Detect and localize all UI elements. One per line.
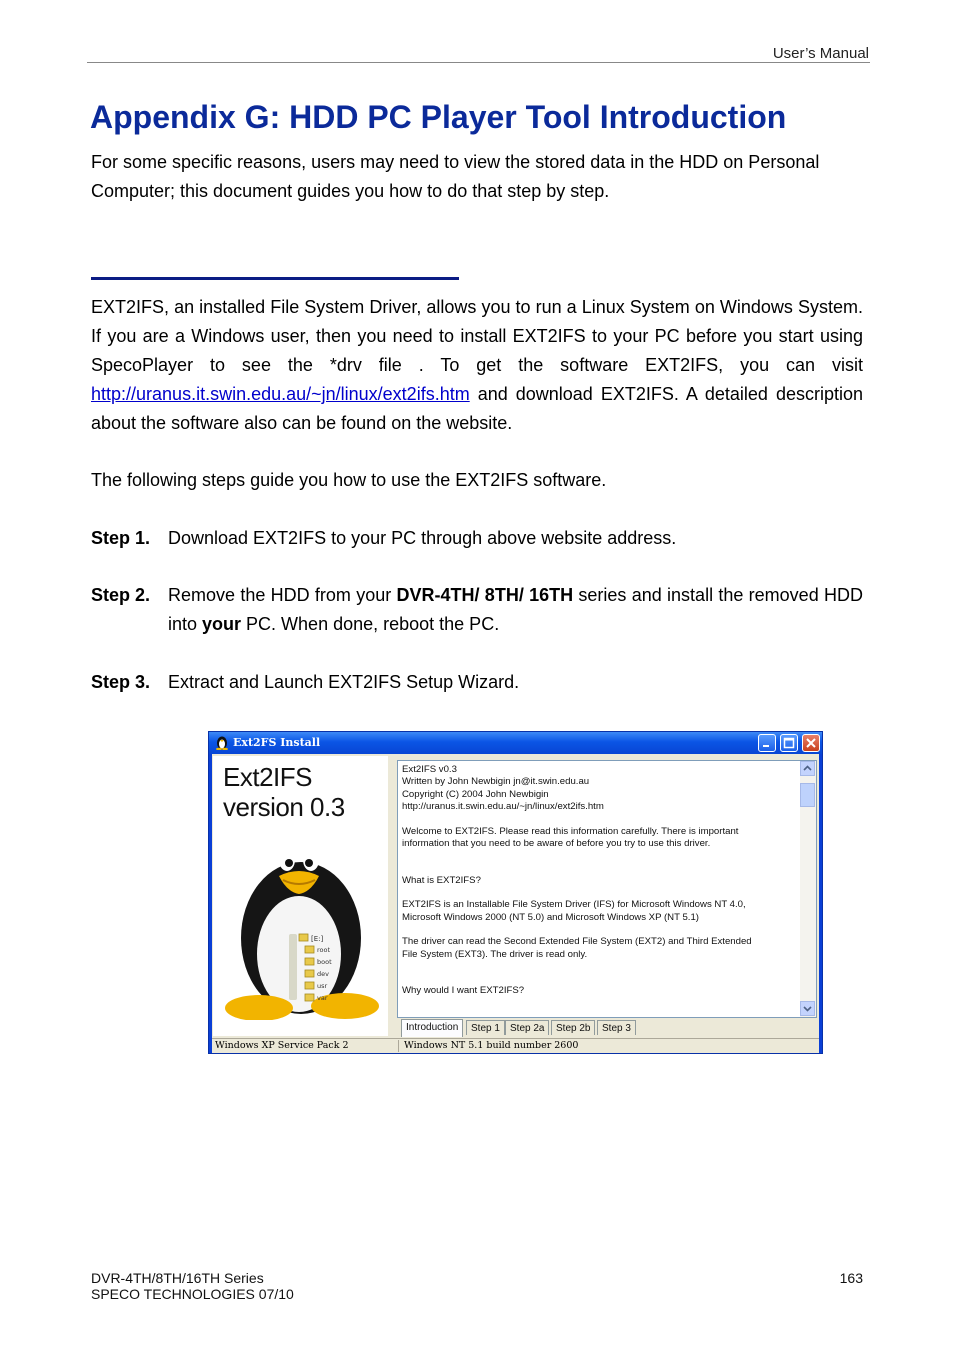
brand-version: version 0.3 bbox=[223, 792, 345, 822]
step-2-text-a: Remove the HDD from your bbox=[168, 585, 397, 605]
step-3-text: Extract and Launch EXT2IFS Setup Wizard. bbox=[168, 672, 520, 692]
step-1-label: Step 1. bbox=[91, 528, 151, 548]
info-line: http://uranus.it.swin.edu.au/~jn/linux/ext2ifs.htm bbox=[402, 800, 604, 812]
tux-penguin-logo-icon bbox=[221, 830, 387, 1020]
tab-step-3[interactable]: Step 3 bbox=[597, 1020, 636, 1035]
following-steps-text: The following steps guide you how to use the EXT2IFS software. bbox=[91, 470, 607, 490]
close-button[interactable] bbox=[802, 734, 820, 752]
close-icon bbox=[803, 735, 819, 751]
step-2-label: Step 2. bbox=[91, 585, 151, 605]
intro-paragraph bbox=[91, 148, 863, 206]
window-client-area bbox=[212, 754, 819, 1051]
page-number: 163 bbox=[839, 1270, 863, 1286]
step-2-your: your bbox=[202, 614, 242, 634]
tab-step-1[interactable]: Step 1 bbox=[466, 1020, 505, 1035]
info-line: Microsoft Windows 2000 (NT 5.0) and Microsoft Windows XP (NT 5.1) bbox=[402, 911, 699, 923]
info-line: Written by John Newbigin jn@it.swin.edu.au bbox=[402, 776, 590, 788]
info-line: Welcome to EXT2IFS. Please read this information carefully. There is important bbox=[402, 825, 739, 837]
info-line: The driver can read the Second Extended File System (EXT2) and Third Extended bbox=[402, 936, 752, 948]
step-3-label: Step 3. bbox=[91, 672, 151, 692]
step-2-text bbox=[168, 581, 863, 639]
tab-step-2b[interactable]: Step 2b bbox=[551, 1020, 595, 1035]
chevron-up-icon bbox=[801, 762, 814, 775]
scroll-thumb[interactable] bbox=[800, 783, 815, 807]
info-line: File System (EXT3). The driver is read only. bbox=[402, 948, 588, 960]
tux-title-icon bbox=[215, 735, 229, 750]
maximize-button[interactable] bbox=[780, 734, 798, 752]
info-line: Ext2IFS v0.3 bbox=[402, 764, 457, 775]
footer-info bbox=[91, 1270, 294, 1302]
ext2ifs-text-part-1: EXT2IFS, an installed File System Driver, allows you to run a Linux System on Windows System. If you are a Windows user, then you need to install EXT2IFS to your PC before you start using SpecoPlayer to see the *drv file . To get the software EXT2IFS, you can visit bbox=[91, 297, 863, 375]
window-titlebar bbox=[209, 732, 822, 754]
brand-name: Ext2IFS bbox=[223, 762, 312, 792]
header-manual-label: User’s Manual bbox=[772, 45, 869, 62]
folder-label-e: [E:] bbox=[311, 935, 324, 943]
section-divider bbox=[91, 277, 459, 280]
tab-step-2a[interactable]: Step 2a bbox=[505, 1020, 549, 1035]
intro-line-2: Computer; this document guides you how to do that step by step. bbox=[91, 181, 610, 201]
page-title: Appendix G: HDD PC Player Tool Introduction bbox=[90, 99, 787, 135]
step-2-dvr-model: DVR-4TH/ 8TH/ 16TH bbox=[396, 585, 574, 605]
scroll-up-button[interactable] bbox=[800, 761, 815, 776]
footer-company: SPECO TECHNOLOGIES 07/10 bbox=[91, 1286, 294, 1302]
minimize-icon bbox=[759, 735, 775, 751]
status-service-pack: Windows XP Service Pack 2 bbox=[215, 1040, 399, 1052]
step-2-text-b: series and install the removed HDD into bbox=[168, 585, 863, 634]
info-line: EXT2IFS is an Installable File System Driver (IFS) for Microsoft Windows NT 4.0, bbox=[402, 899, 746, 911]
info-scrollbar[interactable] bbox=[800, 761, 816, 1017]
scroll-down-button[interactable] bbox=[800, 1001, 815, 1016]
folder-label-root: root bbox=[317, 946, 331, 954]
maximize-icon bbox=[781, 735, 797, 751]
branding-pane bbox=[213, 756, 388, 1036]
info-line: What is EXT2IFS? bbox=[402, 874, 481, 886]
step-1-text: Download EXT2IFS to your PC through above website address. bbox=[168, 528, 677, 548]
folder-label-boot: boot bbox=[317, 958, 332, 966]
info-text-box[interactable] bbox=[397, 760, 817, 1018]
folder-label-var: var bbox=[317, 994, 328, 1002]
folder-label-dev: dev bbox=[317, 970, 329, 978]
minimize-button[interactable] bbox=[758, 734, 776, 752]
step-2-text-c: PC. When done, reboot the PC. bbox=[241, 614, 500, 634]
header-divider bbox=[87, 62, 870, 63]
status-bar bbox=[212, 1038, 819, 1053]
footer-series: DVR-4TH/8TH/16TH Series bbox=[91, 1270, 264, 1286]
tab-introduction[interactable]: Introduction bbox=[401, 1019, 463, 1037]
info-line: information that you need to be aware of before you try to use this driver. bbox=[402, 837, 711, 849]
window-title: Ext2FS Install bbox=[233, 736, 321, 749]
ext2ifs-paragraph bbox=[91, 293, 863, 438]
info-line: Copyright (C) 2004 John Newbigin bbox=[402, 788, 549, 800]
folder-label-usr: usr bbox=[317, 982, 328, 990]
intro-line-1: For some specific reasons, users may need to view the stored data in the HDD on Personal bbox=[91, 152, 820, 172]
ext2ifs-text-part-2: and download EXT2IFS. A detailed description about the software also can be found on the website. bbox=[91, 384, 863, 433]
chevron-down-icon bbox=[801, 1002, 814, 1015]
info-line: Why would I want EXT2IFS? bbox=[402, 985, 525, 997]
ext2ifs-install-window bbox=[208, 731, 823, 1054]
ext2ifs-download-link[interactable]: http://uranus.it.swin.edu.au/~jn/linux/ext2ifs.htm bbox=[91, 384, 470, 404]
status-build-number: Windows NT 5.1 build number 2600 bbox=[404, 1040, 579, 1051]
